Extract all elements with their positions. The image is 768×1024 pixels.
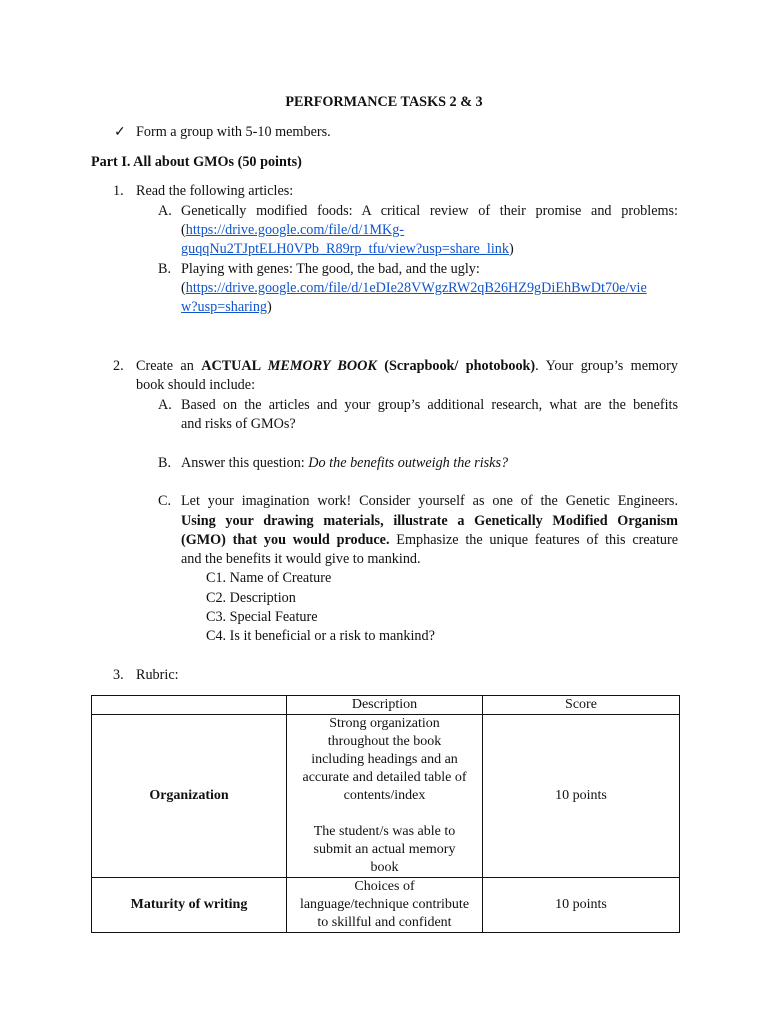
step2-c-line4: and the benefits it would give to mankind. [181,551,421,567]
article-b-link-line2 [181,298,272,317]
step2-a-line2: and risks of GMOs? [181,416,296,432]
step2-line1 [136,357,678,376]
c-item: C1. Name of Creature [206,570,332,586]
c-item: C3. Special Feature [206,609,318,625]
desc-line: language/technique contribute [299,897,470,912]
checkmark-icon: ✓ [114,125,126,140]
step2-c-line3-rest: Emphasize the unique features of this creature [389,532,679,548]
article-a-link-line2 [181,240,514,259]
desc-line: Choices of [354,879,415,894]
desc-line: Strong organization [329,716,440,731]
rubric-table [91,695,680,933]
page-title: PERFORMANCE TASKS 2 & 3 [285,94,483,110]
table-row [92,878,680,933]
desc-line: book [370,860,399,875]
paren-close: ) [267,299,272,315]
criterion-cell: Organization [92,715,287,878]
step1-text: Read the following articles: [136,183,294,199]
article-a-link-line1 [181,221,404,240]
part1-heading: Part I. All about GMOs (50 points) [91,154,302,170]
article-a-link[interactable]: https://drive.google.com/file/d/1MKg- [185,222,405,238]
article-b-link-cont[interactable]: w?usp=sharing [181,299,268,315]
step2-scrapbook: (Scrapbook/ photobook) [376,358,536,374]
article-b-title: Playing with genes: The good, the bad, and the ugly: [181,261,480,277]
step2-actual: ACTUAL [201,358,268,374]
step2-post: . Your group’s memory [535,358,678,374]
score-cell: 10 points [483,878,680,933]
desc-line: including headings and an [311,752,458,767]
desc-line: throughout the book [327,734,442,749]
c-item: C2. Description [206,590,296,606]
desc-line: submit an actual memory [313,842,456,857]
paren-close: ) [508,241,514,257]
description-cell [287,715,483,878]
step3-number: 3. [113,667,124,683]
step2-number: 2. [113,358,124,374]
step2-c-letter: C. [158,493,172,509]
header-cell: Score [483,696,680,715]
article-b-link[interactable]: https://drive.google.com/file/d/1eDIe28VWgzRW2qB26HZ9gDiEhBwDt70e/vie [185,280,647,296]
article-a-title: Genetically modified foods: A critical review of their promise and problems: [181,203,678,219]
article-b-link-line1 [181,279,647,298]
header-cell [92,696,287,715]
step1-a-letter: A. [158,203,172,219]
step2-a-line1: Based on the articles and your group’s additional research, what are the benefits [181,397,678,413]
step3-text: Rubric: [136,667,179,683]
desc-line: to skillful and confident [317,915,452,930]
step2-line2: book should include: [136,377,256,393]
c-item: C4. Is it beneficial or a risk to mankind? [206,628,435,644]
step2-c-line2: Using your drawing materials, illustrate a Genetically Modified Organism [181,513,678,529]
step2-pre: Create an [136,358,202,374]
header-cell: Description [287,696,483,715]
step2-b-question: Do the benefits outweigh the risks? [308,455,509,471]
desc-line: The student/s was able to [313,824,456,839]
step2-b-pre: Answer this question: [181,455,309,471]
step1-number: 1. [113,183,124,199]
step2-c-line3-bold: (GMO) that you would produce. [181,532,390,548]
step2-b-text [181,454,508,473]
table-row [92,715,680,878]
desc-line: contents/index [343,788,426,803]
check-item: Form a group with 5-10 members. [136,124,331,140]
criterion-cell: Maturity of writing [92,878,287,933]
step1-b-letter: B. [158,261,172,277]
desc-line [291,805,478,823]
step2-c-line1: Let your imagination work! Consider yourself as one of the Genetic Engineers. [181,493,678,509]
paren-open: ( [181,222,186,238]
desc-line: accurate and detailed table of [302,770,467,785]
step2-a-letter: A. [158,397,172,413]
step2-b-letter: B. [158,455,172,471]
step2-c-line3 [181,531,678,550]
description-cell [287,878,483,933]
step2-memory-book: MEMORY BOOK [267,358,377,374]
score-cell: 10 points [483,715,680,878]
paren-open: ( [181,280,186,296]
table-header-row [92,696,680,715]
article-a-link-cont[interactable]: guqqNu2TJptELH0VPb_R89rp_tfu/view?usp=share_link [181,241,509,257]
